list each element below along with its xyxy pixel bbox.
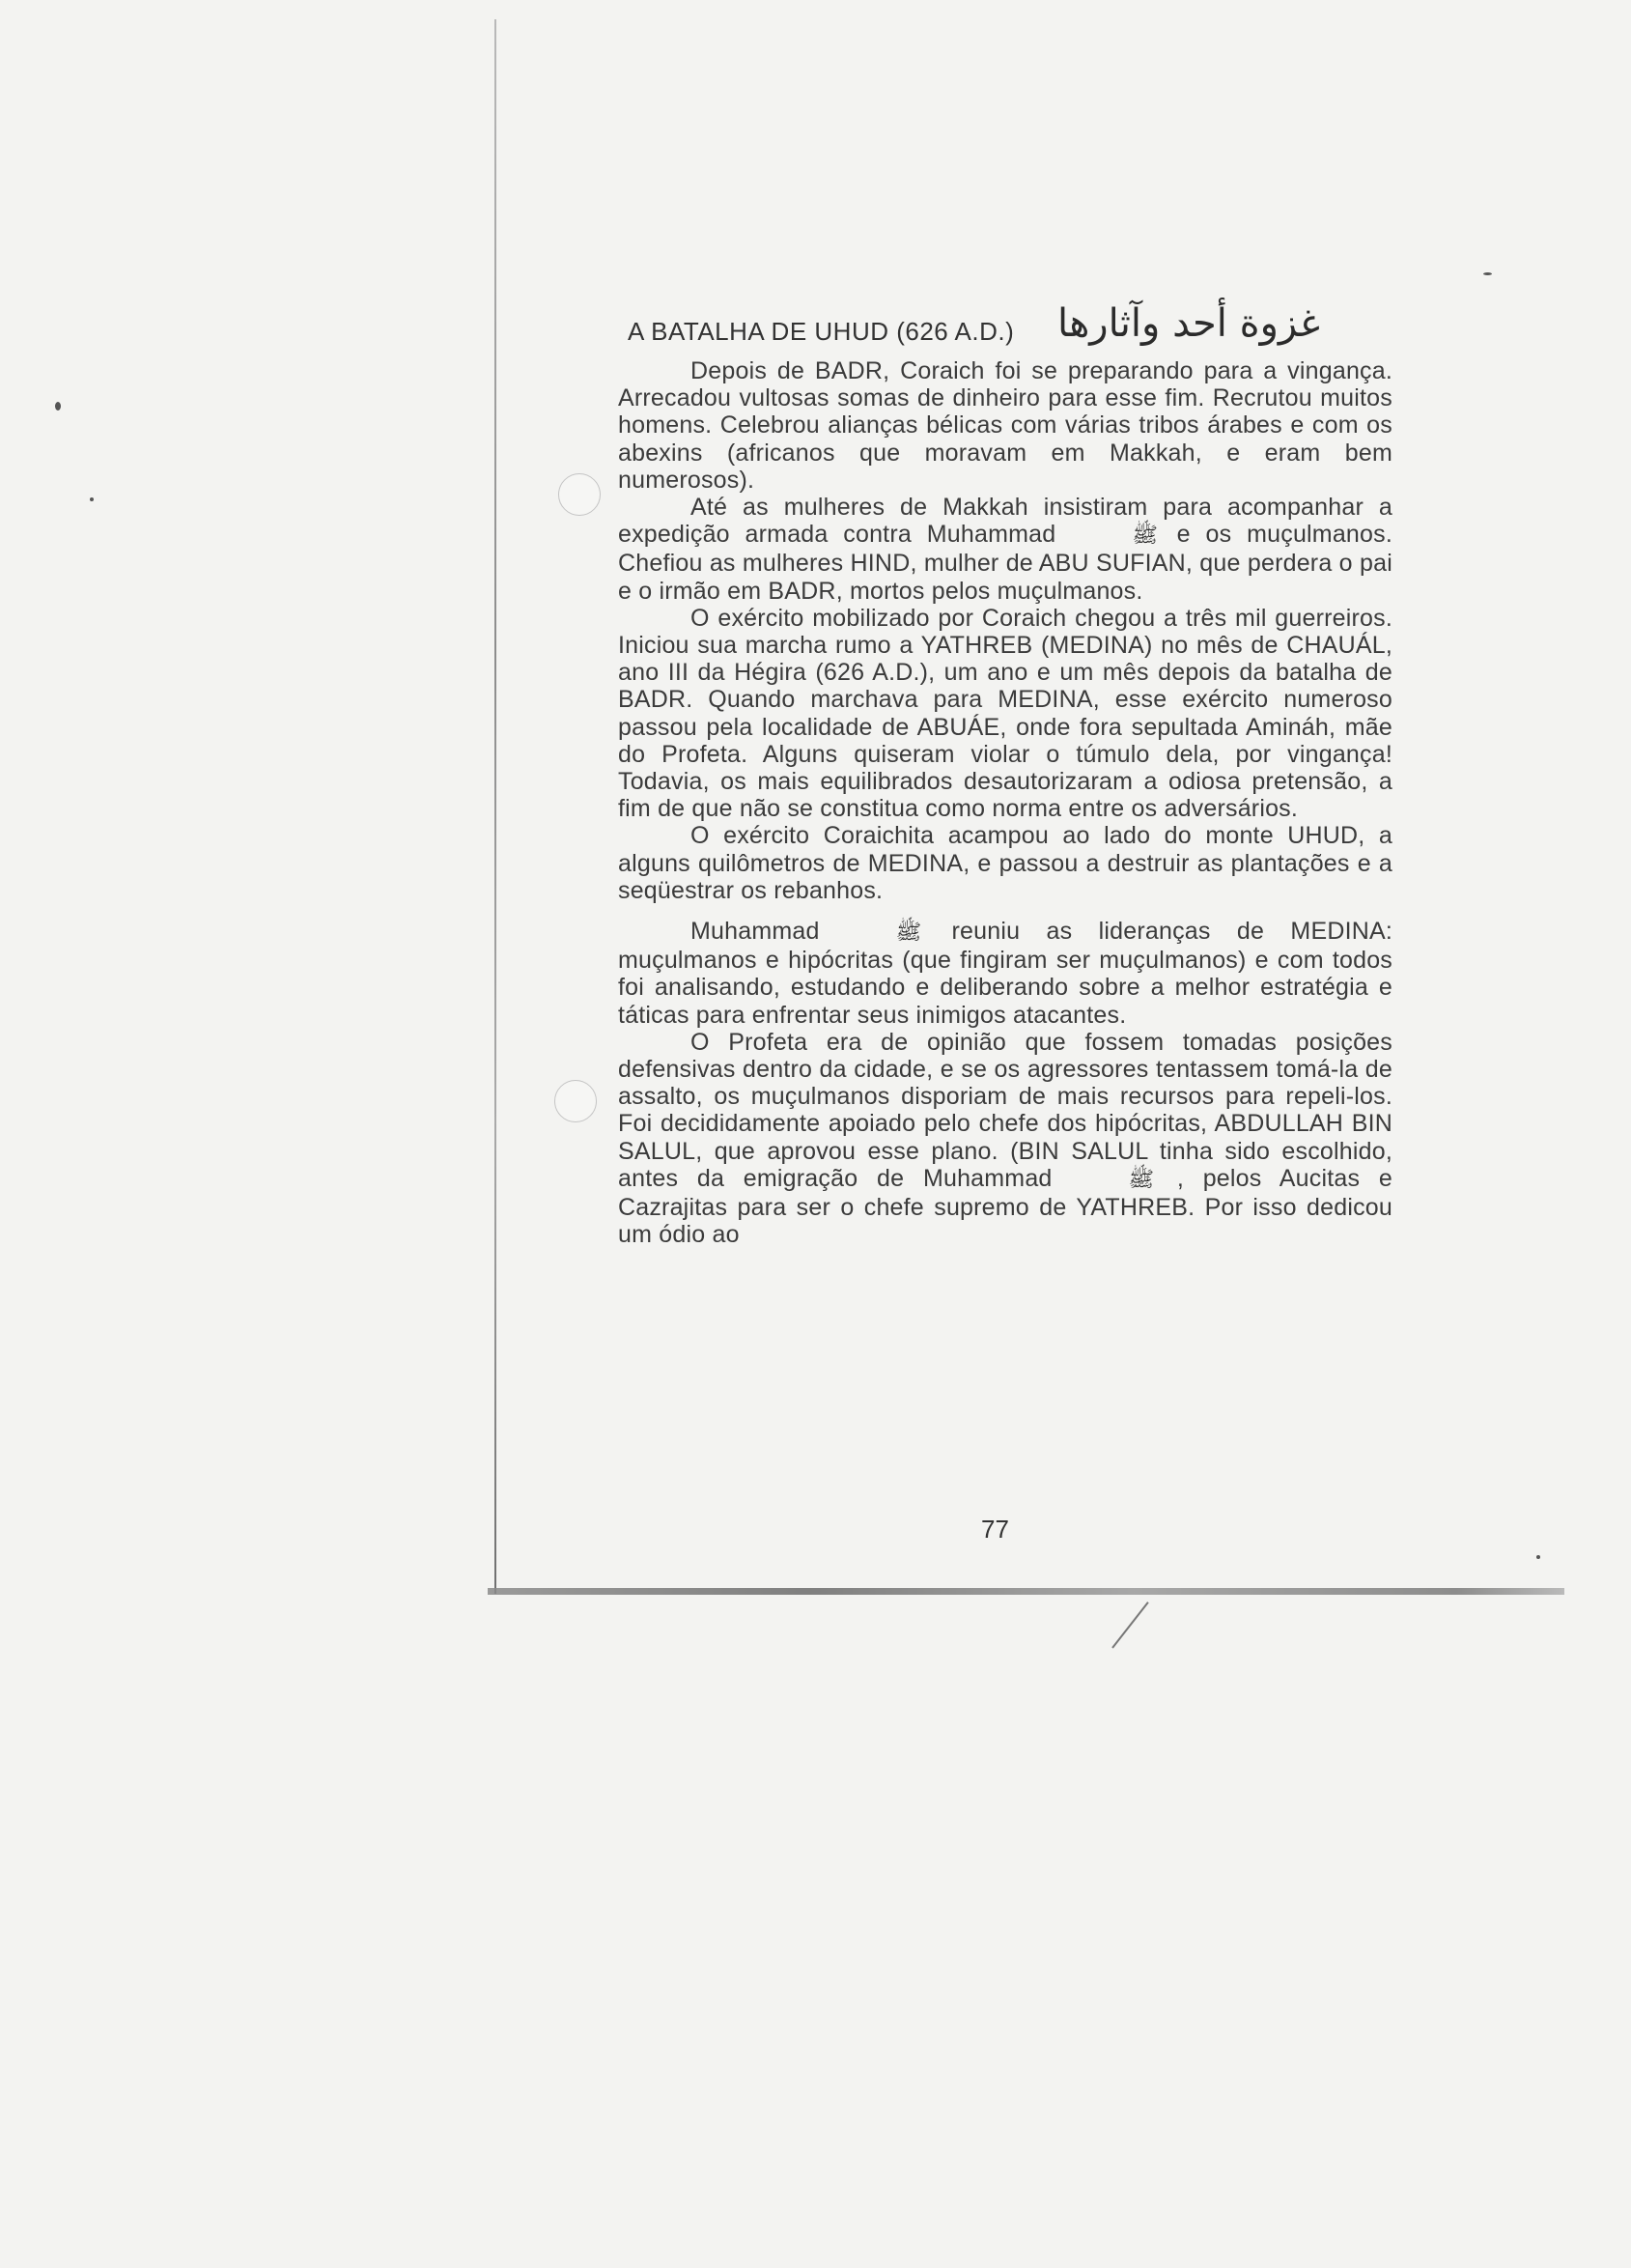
binding-edge-vertical: [494, 19, 496, 1594]
page-title: A BATALHA DE UHUD (626 A.D.): [628, 317, 1015, 346]
paragraph-4: [618, 822, 1392, 904]
honorific-seal-icon: ﷺ: [1132, 524, 1158, 549]
scan-speck: [90, 497, 94, 501]
binding-edge-horizontal: [488, 1588, 1564, 1595]
paragraph-text: reuniu as lideranças de MEDINA: muçulmanos e hipócritas (que fingiram ser muçulmanos) e com todos foi analisando, estudando e deliberando sobre a melhor estratégia e táticas para enfrentar seus inimigos atacantes.: [618, 918, 1392, 1029]
arabic-title: غزوة أحد وآثارها: [1057, 301, 1320, 346]
scan-speck: [55, 402, 61, 411]
paragraph-text: Muhammad: [690, 918, 820, 946]
paragraph-3: [618, 605, 1392, 823]
paragraph-text: , pelos Aucitas e Cazrajitas para ser o chefe supremo de YATHREB. Por isso dedicou um ódio ao: [618, 1164, 1392, 1249]
paragraph-1: [618, 357, 1392, 494]
paragraph-text: Depois de BADR, Coraich foi se preparando para a vingança. Arrecadou vultosas somas de dinheiro para esse fim. Recrutou muitos homens. Celebrou alianças bélicas com várias tribos árabes e com os abexins (africanos que moravam em Makkah, e eram bem numerosos).: [618, 357, 1392, 494]
paragraph-5: [618, 918, 1392, 1029]
punch-hole-bottom: [554, 1080, 597, 1122]
honorific-seal-icon: ﷺ: [1128, 1167, 1155, 1192]
honorific-seal-icon: ﷺ: [895, 921, 922, 946]
body-text: [618, 357, 1392, 1249]
scan-speck: [1483, 272, 1492, 275]
paragraph-text: O exército Coraichita acampou ao lado do monte UHUD, a alguns quilômetros de MEDINA, e passou a destruir as plantações e a seqüestrar os rebanhos.: [618, 822, 1392, 904]
punch-hole-top: [558, 473, 601, 516]
scan-scratch: [1111, 1602, 1149, 1649]
paragraph-2: [618, 494, 1392, 605]
paragraph-text: e os muçulmanos. Chefiou as mulheres HIND, mulher de ABU SUFIAN, que perdera o pai e o irmão em BADR, mortos pelos muçulmanos.: [618, 521, 1392, 605]
paragraph-text: Até as mulheres de Makkah insistiram para acompanhar a expedição armada contra Muhammad: [618, 494, 1392, 549]
paragraph-text: O exército mobilizado por Coraich chegou a três mil guerreiros. Iniciou sua marcha rumo a YATHREB (MEDINA) no mês de CHAUÁL, ano III da Hégira (626 A.D.), um ano e um mês depois da batalha de BADR. Quando marchava para MEDINA, esse exército numeroso passou pela localidade de ABUÁE, onde fora sepultada Amináh, mãe do Profeta. Alguns quiseram violar o túmulo dela, por vingança! Todavia, os mais equilibrados desautorizaram a odiosa pretensão, a fim de que não se constitua como norma entre os adversários.: [618, 604, 1392, 823]
paragraph-6: [618, 1029, 1392, 1249]
page-number: 77: [981, 1515, 1009, 1544]
scan-speck: [1536, 1555, 1540, 1559]
paragraph-text: O Profeta era de opinião que fossem tomadas posições defensivas dentro da cidade, e se os agressores tentassem tomá-la de assalto, os muçulmanos disporiam de mais recursos para repeli-los. Foi decididamente apoiado pelo chefe dos hipócritas, ABDULLAH BIN SALUL, que aprovou esse plano. (BIN SALUL tinha sido escolhido, antes da emigração de Muhammad: [618, 1028, 1392, 1192]
